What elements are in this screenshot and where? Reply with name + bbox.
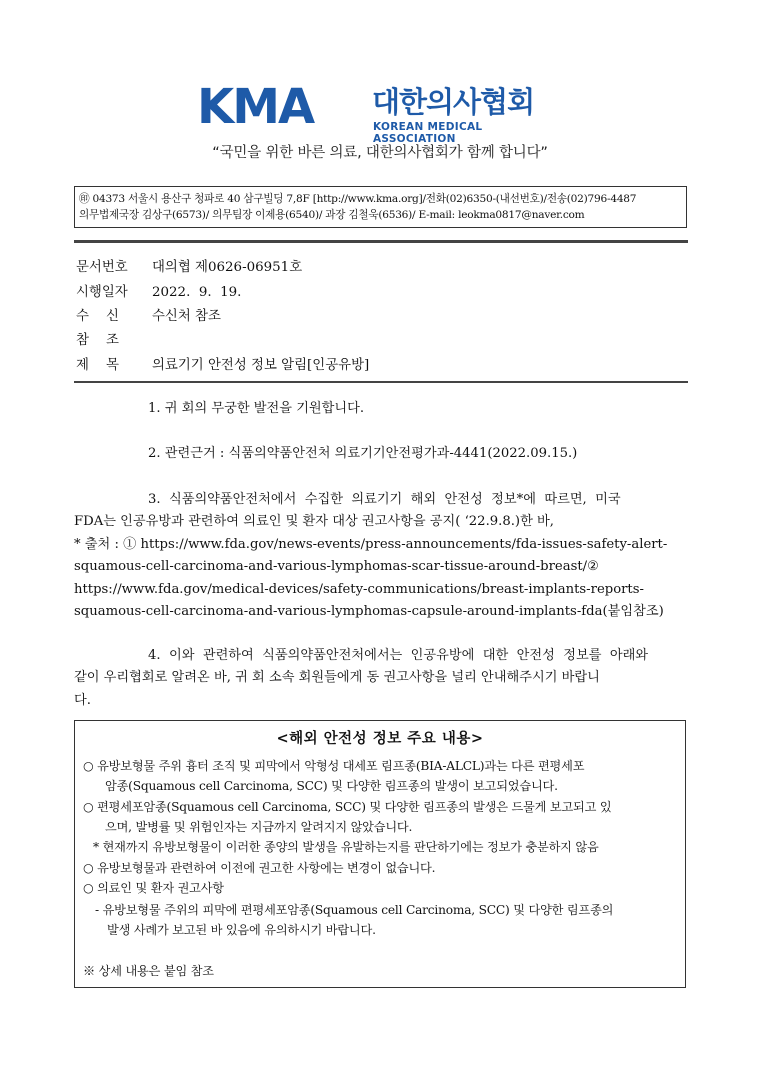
summary-bullet-cont: 으며, 발병률 및 위험인자는 지금까지 알려지지 않았습니다. bbox=[105, 820, 413, 834]
summary-bullet: ○ 유방보형물 주위 흉터 조직 및 피막에서 악형성 대세포 림프종(BIA-ALCL)과는 다른 편평세포 bbox=[83, 759, 585, 773]
paragraph-1-text: 1. 귀 회의 무궁한 발전을 기원합니다. bbox=[148, 401, 365, 416]
summary-box bbox=[74, 720, 686, 988]
doc-number-label: 문서번호 bbox=[76, 260, 128, 275]
paragraph-4-line: 다. bbox=[74, 692, 91, 708]
doc-number-value: 대의협 제0626-06951호 bbox=[152, 260, 303, 275]
source-line: * 출처 : ① https://www.fda.gov/news-events/press-announcements/fda-issues-safety-alert- bbox=[74, 536, 668, 552]
paragraph-3-line: 3. 식품의약품안전처에서 수집한 의료기기 해외 안전성 정보*에 따르면, 미국 bbox=[148, 492, 621, 507]
summary-sub-item: - 유방보형물 주위의 피막에 편평세포암종(Squamous cell Carcinoma, SCC) 및 다양한 림프종의 bbox=[95, 903, 614, 917]
meta-doc-number bbox=[76, 257, 302, 279]
header-divider bbox=[74, 240, 688, 243]
meta-reference bbox=[76, 330, 152, 352]
summary-bullet: ○ 의료인 및 환자 권고사항 bbox=[83, 881, 224, 895]
recipient-label: 수 신 bbox=[76, 309, 119, 324]
logo-english-name: KOREAN MEDICAL ASSOCIATION bbox=[373, 121, 483, 145]
summary-bullet: ○ 편평세포암종(Squamous cell Carcinoma, SCC) 및 다양한 림프종의 발생은 드물게 보고되고 있 bbox=[83, 800, 612, 814]
slogan: “국민을 위한 바른 의료, 대한의사협회가 함께 합니다” bbox=[212, 145, 548, 161]
kma-logo bbox=[197, 79, 562, 145]
meta-recipient bbox=[76, 306, 221, 328]
summary-note: * 현재까지 유방보형물이 이러한 종양의 발생을 유발하는지를 판단하기에는 정보가 충분하지 않음 bbox=[93, 840, 599, 854]
summary-bullet-cont: 암종(Squamous cell Carcinoma, SCC) 및 다양한 림프종의 발생이 보고되었습니다. bbox=[105, 779, 558, 793]
subject-label: 제 목 bbox=[76, 358, 119, 373]
paragraph-2-text: 2. 관련근거 : 식품의약품안전처 의료기기안전평가과-4441(2022.09.15.) bbox=[148, 446, 578, 461]
paragraph-4-line: 같이 우리협회로 알려온 바, 귀 회 소속 회원들에게 동 권고사항을 널리 안내해주시기 바랍니 bbox=[74, 670, 600, 686]
source-line: squamous-cell-carcinoma-and-various-lymphomas-capsule-around-implants-fda(붙임참조) bbox=[74, 604, 664, 620]
meta-divider bbox=[74, 381, 688, 383]
summary-footnote: ※ 상세 내용은 붙임 참조 bbox=[83, 964, 214, 978]
paragraph-1 bbox=[148, 398, 364, 420]
paragraph-3 bbox=[74, 489, 686, 623]
date-label: 시행일자 bbox=[76, 285, 128, 300]
summary-title: <해외 안전성 정보 주요 내용> bbox=[276, 730, 484, 747]
source-line: squamous-cell-carcinoma-and-various-lymphomas-scar-tissue-around-breast/② bbox=[74, 559, 599, 575]
reference-label: 참 조 bbox=[76, 333, 119, 348]
contact-address-line: ㊞ 04373 서울시 용산구 청파로 40 삼구빌딩 7,8F [http://www.kma.org]/전화(02)6350-(내선번호)/전송(02)796-4487 bbox=[79, 193, 637, 205]
contact-box bbox=[74, 186, 687, 228]
paragraph-2 bbox=[148, 443, 577, 465]
source-line: https://www.fda.gov/medical-devices/safety-communications/breast-implants-reports- bbox=[74, 581, 644, 597]
logo-letters: KMA bbox=[197, 79, 314, 135]
recipient-value: 수신처 참조 bbox=[152, 309, 221, 324]
paragraph-4-line: 4. 이와 관련하여 식품의약품안전처에서는 인공유방에 대한 안전성 정보를 아래와 bbox=[148, 648, 649, 663]
contact-staff-line: 의무법제국장 김상구(6573)/ 의무팀장 이제용(6540)/ 과장 김철욱(6536)/ E-mail: leokma0817@naver.com bbox=[79, 209, 585, 221]
paragraph-4 bbox=[74, 645, 686, 712]
subject-value: 의료기기 안전성 정보 알림[인공유방] bbox=[152, 358, 370, 373]
meta-subject bbox=[76, 355, 369, 377]
paragraph-3-line: FDA는 인공유방과 관련하여 의료인 및 환자 대상 권고사항을 공지( ‘22.9.8.)한 바, bbox=[74, 514, 554, 530]
date-value: 2022. 9. 19. bbox=[152, 285, 242, 300]
logo-korean-name: 대한의사협회 bbox=[372, 85, 535, 119]
meta-date bbox=[76, 282, 241, 304]
summary-sub-item-cont: 발생 사례가 보고된 바 있음에 유의하시기 바랍니다. bbox=[107, 923, 376, 937]
summary-bullet: ○ 유방보형물과 관련하여 이전에 권고한 사항에는 변경이 없습니다. bbox=[83, 861, 436, 875]
